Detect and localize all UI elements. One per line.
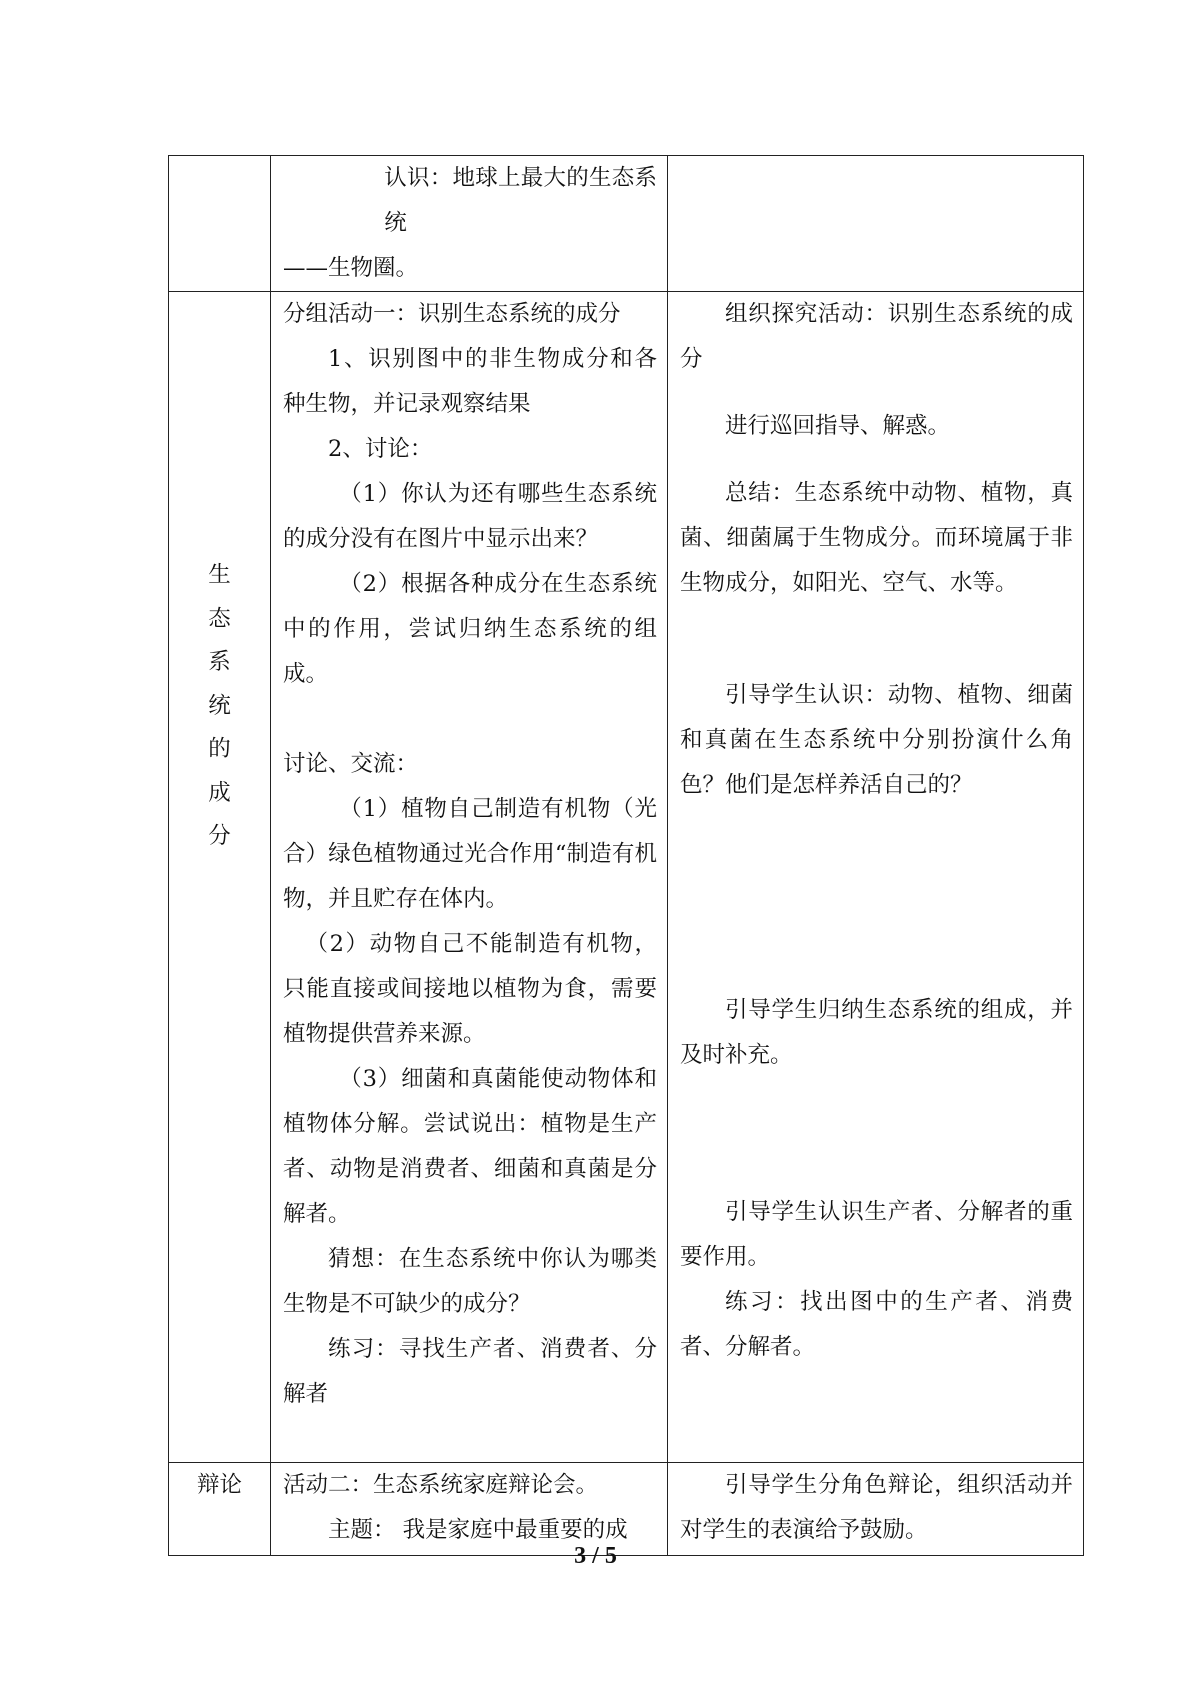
question-2: （2）根据各种成分在生态系统中的作用，尝试归纳生态系统的组成。 [283, 571, 657, 687]
debate-teacher-guide: 引导学生分角色辩论，组织活动并对学生的表演给予鼓励。 [680, 1472, 1073, 1543]
teacher-guide: 进行巡回指导、解惑。 [725, 413, 951, 439]
section-label-char: 成 [208, 779, 231, 806]
teacher-activity-cell [668, 292, 1084, 1463]
section-label-vertical [169, 292, 270, 859]
step-identify: 1、识别图中的非生物成分和各种生物，并记录观察结果 [283, 346, 657, 417]
section-label-char: 态 [208, 605, 231, 632]
teacher-roles: 引导学生认识：动物、植物、细菌和真菌在生态系统中分别扮演什么角色？他们是怎样养活自己的？ [680, 682, 1073, 798]
section-label-char: 分 [208, 823, 231, 849]
exercise-student: 练习：寻找生产者、消费者、分解者 [283, 1336, 657, 1407]
teacher-producers: 引导学生认识生产者、分解者的重要作用。 [680, 1199, 1073, 1270]
section-label-char: 生 [208, 562, 231, 588]
debate-label-cell [169, 1463, 271, 1556]
student-activity-cell [271, 292, 668, 1463]
teacher-summary: 总结：生态系统中动物、植物，真菌、细菌属于生物成分。而环境属于非生物成分，如阳光、空气、水等。 [680, 480, 1073, 596]
section-label-char: 的 [208, 736, 231, 762]
table-row-intro [169, 156, 1084, 292]
teacher-composition: 引导学生归纳生态系统的组成，并及时补充。 [680, 997, 1073, 1068]
table-row-debate [169, 1463, 1084, 1556]
page-number: 3 / 5 [574, 1543, 617, 1569]
discussion-bacteria: （3）细菌和真菌能使动物体和植物体分解。尝试说出：植物是生产者、动物是消费者、细菌和真菌是分解者。 [283, 1066, 657, 1227]
group-activity-heading: 分组活动一：识别生态系统的成分 [283, 301, 621, 327]
exercise-teacher: 练习：找出图中的生产者、消费者、分解者。 [680, 1289, 1073, 1360]
debate-activity: 活动二：生态系统家庭辩论会。 [283, 1472, 599, 1498]
discussion-heading: 讨论、交流： [283, 751, 419, 777]
discussion-plants: （1）植物自己制造有机物（光合）绿色植物通过光合作用“制造有机物，并且贮存在体内。 [283, 796, 657, 912]
intro-student-cell [271, 156, 668, 292]
section-label-cell [169, 292, 271, 1463]
question-1: （1）你认为还有哪些生态系统的成分没有在图片中显示出来？ [283, 481, 657, 552]
lesson-plan-table [168, 155, 1084, 1556]
section-label-char: 统 [208, 692, 231, 719]
step-discuss: 2、讨论： [328, 436, 433, 462]
discussion-animals: （2）动物自己不能制造有机物，只能直接或间接地以植物为食，需要植物提供营养来源。 [283, 931, 657, 1047]
intro-line-1: 认识：地球上最大的生态系统 [384, 165, 657, 236]
debate-student-cell [271, 1463, 668, 1556]
debate-label: 辩论 [196, 1472, 242, 1498]
intro-teacher-cell [668, 156, 1084, 292]
table-row-ecosystem-components [169, 292, 1084, 1463]
debate-topic: 主题： 我是家庭中最重要的成 [328, 1517, 628, 1543]
section-label-char: 系 [208, 649, 231, 675]
intro-line-2: ——生物圈。 [283, 255, 419, 281]
debate-teacher-cell [668, 1463, 1084, 1556]
guess-question: 猜想：在生态系统中你认为哪类生物是不可缺少的成分？ [283, 1246, 657, 1317]
intro-label-cell [169, 156, 271, 292]
teacher-organize: 组织探究活动：识别生态系统的成分 [680, 301, 1073, 372]
